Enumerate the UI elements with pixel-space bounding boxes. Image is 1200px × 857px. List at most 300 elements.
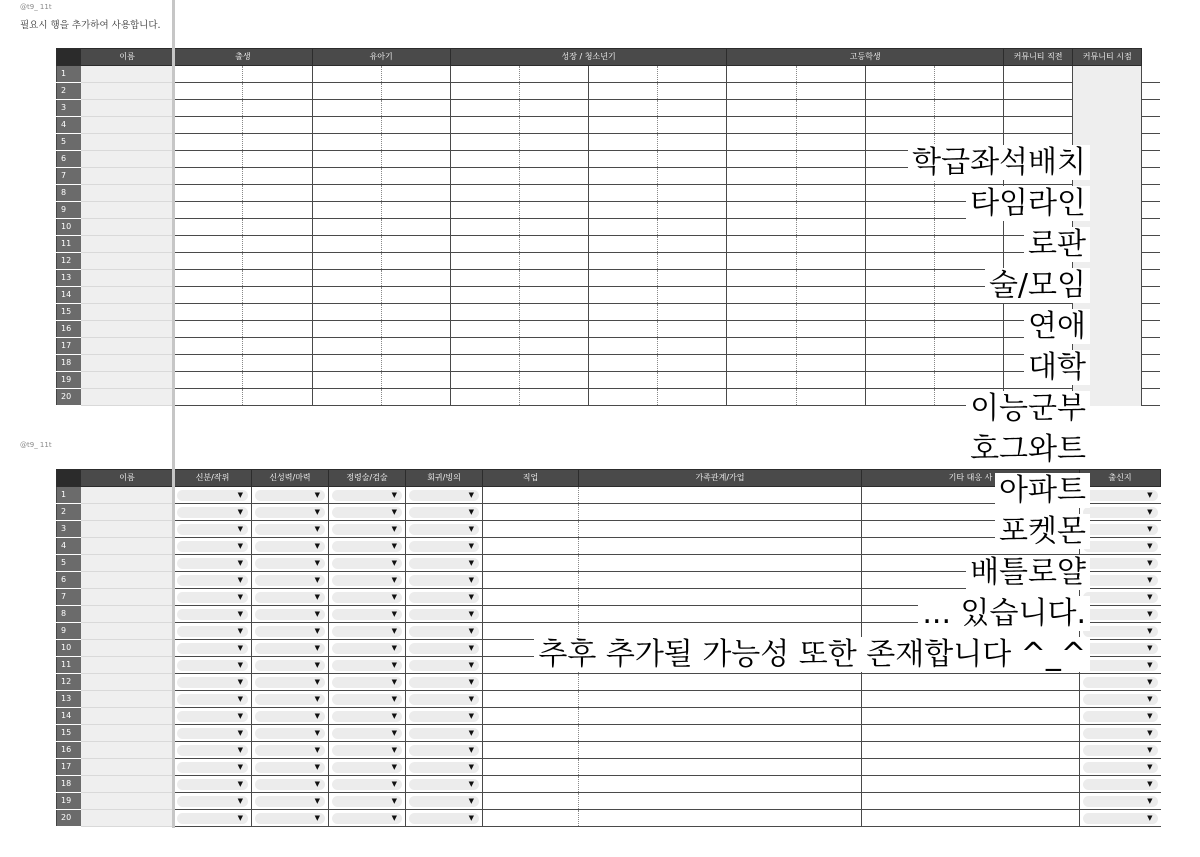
data-cell[interactable] [312,151,381,168]
data-cell[interactable] [1142,389,1160,406]
dropdown-cell[interactable] [406,572,483,589]
caret-down-icon[interactable]: ▼ [391,490,397,499]
dropdown-cell[interactable] [174,725,252,742]
dropdown-select[interactable] [409,643,479,654]
dropdown-cell[interactable] [252,657,329,674]
data-cell[interactable] [483,674,579,691]
data-cell[interactable] [1142,372,1160,389]
dropdown-select[interactable] [255,728,325,739]
data-cell[interactable] [450,100,519,117]
caret-down-icon[interactable]: ▼ [314,541,320,550]
caret-down-icon[interactable]: ▼ [314,711,320,720]
dropdown-select[interactable] [255,575,325,586]
dropdown-cell[interactable] [252,572,329,589]
caret-down-icon[interactable]: ▼ [237,779,243,788]
caret-down-icon[interactable]: ▼ [314,677,320,686]
dropdown-select[interactable] [255,711,325,722]
dropdown-select[interactable] [332,694,402,705]
dropdown-select[interactable] [1083,490,1158,501]
data-cell[interactable] [1142,236,1160,253]
caret-down-icon[interactable]: ▼ [391,711,397,720]
dropdown-cell[interactable] [252,793,329,810]
dropdown-cell[interactable] [406,776,483,793]
dropdown-select[interactable] [255,796,325,807]
data-cell[interactable] [381,134,450,151]
name-cell[interactable] [81,304,174,321]
caret-down-icon[interactable]: ▼ [391,660,397,669]
data-cell[interactable] [1142,202,1160,219]
dropdown-cell[interactable] [329,623,406,640]
name-cell[interactable] [81,640,174,657]
data-cell[interactable] [243,338,312,355]
caret-down-icon[interactable]: ▼ [1147,677,1153,686]
dropdown-cell[interactable] [174,640,252,657]
dropdown-cell[interactable] [174,623,252,640]
caret-down-icon[interactable]: ▼ [468,541,474,550]
dropdown-select[interactable] [255,592,325,603]
data-cell[interactable] [381,168,450,185]
data-cell[interactable] [727,117,796,134]
caret-down-icon[interactable]: ▼ [1147,575,1153,584]
dropdown-select[interactable] [409,728,479,739]
dropdown-select[interactable] [177,609,248,620]
data-cell[interactable] [174,134,243,151]
data-cell[interactable] [312,389,381,406]
dropdown-select[interactable] [409,592,479,603]
data-cell[interactable] [483,691,579,708]
dropdown-select[interactable] [332,745,402,756]
data-cell[interactable] [381,355,450,372]
data-cell[interactable] [483,776,579,793]
caret-down-icon[interactable]: ▼ [237,507,243,516]
dropdown-cell[interactable] [406,810,483,827]
data-cell[interactable] [174,355,243,372]
dropdown-select[interactable] [177,592,248,603]
data-cell[interactable] [381,338,450,355]
dropdown-cell[interactable] [329,810,406,827]
data-cell[interactable] [579,793,862,810]
data-cell[interactable] [243,83,312,100]
dropdown-cell[interactable] [252,623,329,640]
caret-down-icon[interactable]: ▼ [468,762,474,771]
dropdown-cell[interactable] [252,487,329,504]
data-cell[interactable] [796,83,865,100]
caret-down-icon[interactable]: ▼ [391,626,397,635]
data-cell[interactable] [934,66,1003,83]
caret-down-icon[interactable]: ▼ [237,490,243,499]
caret-down-icon[interactable]: ▼ [468,745,474,754]
name-cell[interactable] [81,691,174,708]
dropdown-cell[interactable] [174,538,252,555]
dropdown-cell[interactable] [252,521,329,538]
dropdown-cell[interactable] [174,776,252,793]
dropdown-cell[interactable] [252,810,329,827]
name-cell[interactable] [81,202,174,219]
data-cell[interactable] [243,321,312,338]
dropdown-cell[interactable] [406,504,483,521]
data-cell[interactable] [243,253,312,270]
dropdown-select[interactable] [409,779,479,790]
data-cell[interactable] [174,185,243,202]
dropdown-cell[interactable] [1080,606,1161,623]
dropdown-cell[interactable] [252,725,329,742]
dropdown-cell[interactable] [406,555,483,572]
data-cell[interactable] [1142,338,1160,355]
dropdown-cell[interactable] [1080,759,1161,776]
dropdown-cell[interactable] [406,487,483,504]
dropdown-cell[interactable] [329,674,406,691]
name-cell[interactable] [81,725,174,742]
caret-down-icon[interactable]: ▼ [314,524,320,533]
caret-down-icon[interactable]: ▼ [391,779,397,788]
data-cell[interactable] [862,759,1080,776]
dropdown-cell[interactable] [174,487,252,504]
data-cell[interactable] [1142,100,1160,117]
dropdown-select[interactable] [332,609,402,620]
data-cell[interactable] [483,793,579,810]
caret-down-icon[interactable]: ▼ [468,728,474,737]
name-cell[interactable] [81,287,174,304]
data-cell[interactable] [1142,355,1160,372]
data-cell[interactable] [450,83,519,100]
dropdown-cell[interactable] [406,521,483,538]
data-cell[interactable] [312,338,381,355]
data-cell[interactable] [862,776,1080,793]
dropdown-select[interactable] [255,813,325,824]
caret-down-icon[interactable]: ▼ [314,762,320,771]
data-cell[interactable] [862,708,1080,725]
dropdown-select[interactable] [177,694,248,705]
dropdown-cell[interactable] [174,504,252,521]
name-cell[interactable] [81,657,174,674]
data-cell[interactable] [1142,151,1160,168]
data-cell[interactable] [243,219,312,236]
dropdown-cell[interactable] [1080,504,1161,521]
name-cell[interactable] [81,338,174,355]
data-cell[interactable] [519,66,588,83]
data-cell[interactable] [174,202,243,219]
dropdown-select[interactable] [177,575,248,586]
caret-down-icon[interactable]: ▼ [1147,626,1153,635]
dropdown-select[interactable] [332,813,402,824]
name-cell[interactable] [81,83,174,100]
dropdown-select[interactable] [255,541,325,552]
dropdown-select[interactable] [1083,592,1158,603]
dropdown-cell[interactable] [329,708,406,725]
dropdown-select[interactable] [409,660,479,671]
dropdown-cell[interactable] [1080,623,1161,640]
data-cell[interactable] [243,100,312,117]
dropdown-select[interactable] [177,728,248,739]
dropdown-cell[interactable] [174,555,252,572]
name-cell[interactable] [81,759,174,776]
data-cell[interactable] [174,236,243,253]
caret-down-icon[interactable]: ▼ [468,575,474,584]
dropdown-cell[interactable] [406,691,483,708]
name-cell[interactable] [81,100,174,117]
dropdown-cell[interactable] [252,674,329,691]
name-cell[interactable] [81,623,174,640]
caret-down-icon[interactable]: ▼ [237,813,243,822]
dropdown-select[interactable] [177,779,248,790]
dropdown-cell[interactable] [329,572,406,589]
caret-down-icon[interactable]: ▼ [468,524,474,533]
data-cell[interactable] [174,338,243,355]
data-cell[interactable] [381,219,450,236]
caret-down-icon[interactable]: ▼ [468,558,474,567]
caret-down-icon[interactable]: ▼ [237,711,243,720]
dropdown-select[interactable] [177,711,248,722]
dropdown-cell[interactable] [174,606,252,623]
caret-down-icon[interactable]: ▼ [237,626,243,635]
data-cell[interactable] [865,83,934,100]
data-cell[interactable] [174,219,243,236]
dropdown-select[interactable] [332,728,402,739]
data-cell[interactable] [312,185,381,202]
caret-down-icon[interactable]: ▼ [314,660,320,669]
dropdown-cell[interactable] [1080,640,1161,657]
data-cell[interactable] [862,691,1080,708]
caret-down-icon[interactable]: ▼ [391,677,397,686]
dropdown-cell[interactable] [329,759,406,776]
caret-down-icon[interactable]: ▼ [391,575,397,584]
data-cell[interactable] [243,389,312,406]
dropdown-select[interactable] [1083,677,1158,688]
caret-down-icon[interactable]: ▼ [391,524,397,533]
data-cell[interactable] [381,117,450,134]
dropdown-cell[interactable] [252,640,329,657]
data-cell[interactable] [312,168,381,185]
caret-down-icon[interactable]: ▼ [314,609,320,618]
caret-down-icon[interactable]: ▼ [1147,541,1153,550]
caret-down-icon[interactable]: ▼ [1147,643,1153,652]
data-cell[interactable] [483,742,579,759]
data-cell[interactable] [381,236,450,253]
dropdown-cell[interactable] [329,589,406,606]
caret-down-icon[interactable]: ▼ [391,694,397,703]
data-cell[interactable] [243,287,312,304]
data-cell[interactable] [450,117,519,134]
name-cell[interactable] [81,253,174,270]
dropdown-select[interactable] [1083,694,1158,705]
dropdown-select[interactable] [255,490,325,501]
data-cell[interactable] [1142,219,1160,236]
data-cell[interactable] [865,66,934,83]
data-cell[interactable] [934,117,1003,134]
caret-down-icon[interactable]: ▼ [314,779,320,788]
data-cell[interactable] [796,100,865,117]
data-cell[interactable] [174,372,243,389]
dropdown-cell[interactable] [329,521,406,538]
caret-down-icon[interactable]: ▼ [237,728,243,737]
caret-down-icon[interactable]: ▼ [468,694,474,703]
dropdown-select[interactable] [332,541,402,552]
name-cell[interactable] [81,66,174,83]
dropdown-select[interactable] [332,677,402,688]
dropdown-select[interactable] [409,813,479,824]
caret-down-icon[interactable]: ▼ [1147,524,1153,533]
caret-down-icon[interactable]: ▼ [391,609,397,618]
dropdown-select[interactable] [177,490,248,501]
dropdown-cell[interactable] [174,759,252,776]
name-cell[interactable] [81,321,174,338]
data-cell[interactable] [312,100,381,117]
dropdown-select[interactable] [255,779,325,790]
caret-down-icon[interactable]: ▼ [314,745,320,754]
data-cell[interactable] [243,151,312,168]
dropdown-cell[interactable] [174,572,252,589]
caret-down-icon[interactable]: ▼ [237,575,243,584]
data-cell[interactable] [579,674,862,691]
data-cell[interactable] [519,83,588,100]
name-cell[interactable] [81,742,174,759]
data-cell[interactable] [243,270,312,287]
data-cell[interactable] [174,100,243,117]
data-cell[interactable] [862,674,1080,691]
data-cell[interactable] [381,253,450,270]
caret-down-icon[interactable]: ▼ [391,728,397,737]
name-cell[interactable] [81,793,174,810]
data-cell[interactable] [519,117,588,134]
data-cell[interactable] [312,83,381,100]
caret-down-icon[interactable]: ▼ [391,762,397,771]
dropdown-cell[interactable] [329,657,406,674]
name-cell[interactable] [81,606,174,623]
dropdown-cell[interactable] [174,691,252,708]
data-cell[interactable] [174,304,243,321]
dropdown-select[interactable] [1083,745,1158,756]
caret-down-icon[interactable]: ▼ [1147,558,1153,567]
dropdown-select[interactable] [409,558,479,569]
data-cell[interactable] [862,742,1080,759]
data-cell[interactable] [381,389,450,406]
dropdown-cell[interactable] [1080,538,1161,555]
caret-down-icon[interactable]: ▼ [314,558,320,567]
data-cell[interactable] [381,202,450,219]
dropdown-select[interactable] [1083,711,1158,722]
dropdown-cell[interactable] [329,606,406,623]
data-cell[interactable] [243,66,312,83]
data-cell[interactable] [174,151,243,168]
dropdown-select[interactable] [1083,762,1158,773]
data-cell[interactable] [865,117,934,134]
data-cell[interactable] [243,372,312,389]
data-cell[interactable] [1142,270,1160,287]
caret-down-icon[interactable]: ▼ [391,745,397,754]
dropdown-cell[interactable] [329,538,406,555]
data-cell[interactable] [312,236,381,253]
data-cell[interactable] [174,287,243,304]
data-cell[interactable] [658,83,727,100]
data-cell[interactable] [1142,66,1160,83]
data-cell[interactable] [796,117,865,134]
caret-down-icon[interactable]: ▼ [1147,728,1153,737]
data-cell[interactable] [579,691,862,708]
dropdown-cell[interactable] [252,504,329,521]
data-cell[interactable] [579,776,862,793]
dropdown-select[interactable] [332,796,402,807]
name-cell[interactable] [81,151,174,168]
data-cell[interactable] [727,100,796,117]
dropdown-select[interactable] [332,643,402,654]
dropdown-cell[interactable] [1080,793,1161,810]
data-cell[interactable] [1004,117,1073,134]
dropdown-select[interactable] [177,643,248,654]
name-cell[interactable] [81,372,174,389]
dropdown-cell[interactable] [252,759,329,776]
caret-down-icon[interactable]: ▼ [468,677,474,686]
caret-down-icon[interactable]: ▼ [1147,745,1153,754]
data-cell[interactable] [589,117,658,134]
name-cell[interactable] [81,521,174,538]
dropdown-cell[interactable] [329,691,406,708]
name-cell[interactable] [81,538,174,555]
data-cell[interactable] [312,355,381,372]
data-cell[interactable] [174,66,243,83]
dropdown-cell[interactable] [406,623,483,640]
caret-down-icon[interactable]: ▼ [1147,490,1153,499]
dropdown-cell[interactable] [174,589,252,606]
caret-down-icon[interactable]: ▼ [1147,507,1153,516]
caret-down-icon[interactable]: ▼ [468,626,474,635]
dropdown-select[interactable] [177,541,248,552]
caret-down-icon[interactable]: ▼ [391,592,397,601]
name-cell[interactable] [81,708,174,725]
caret-down-icon[interactable]: ▼ [468,779,474,788]
dropdown-select[interactable] [1083,558,1158,569]
data-cell[interactable] [243,304,312,321]
name-cell[interactable] [81,572,174,589]
data-cell[interactable] [483,725,579,742]
dropdown-cell[interactable] [329,504,406,521]
dropdown-select[interactable] [409,507,479,518]
dropdown-cell[interactable] [329,793,406,810]
data-cell[interactable] [1142,134,1160,151]
data-cell[interactable] [243,202,312,219]
data-cell[interactable] [862,793,1080,810]
data-cell[interactable] [579,810,862,827]
dropdown-select[interactable] [332,575,402,586]
data-cell[interactable] [312,117,381,134]
data-cell[interactable] [312,66,381,83]
dropdown-cell[interactable] [1080,589,1161,606]
dropdown-cell[interactable] [174,657,252,674]
name-cell[interactable] [81,589,174,606]
name-cell[interactable] [81,219,174,236]
caret-down-icon[interactable]: ▼ [468,592,474,601]
caret-down-icon[interactable]: ▼ [468,813,474,822]
dropdown-cell[interactable] [406,793,483,810]
dropdown-select[interactable] [255,694,325,705]
dropdown-cell[interactable] [1080,810,1161,827]
dropdown-select[interactable] [1083,507,1158,518]
dropdown-cell[interactable] [1080,657,1161,674]
dropdown-cell[interactable] [1080,555,1161,572]
dropdown-cell[interactable] [329,742,406,759]
caret-down-icon[interactable]: ▼ [391,813,397,822]
caret-down-icon[interactable]: ▼ [1147,660,1153,669]
dropdown-select[interactable] [332,711,402,722]
caret-down-icon[interactable]: ▼ [468,660,474,669]
data-cell[interactable] [1004,83,1073,100]
data-cell[interactable] [312,219,381,236]
data-cell[interactable] [312,134,381,151]
dropdown-select[interactable] [1083,779,1158,790]
dropdown-select[interactable] [1083,796,1158,807]
data-cell[interactable] [934,83,1003,100]
data-cell[interactable] [1142,185,1160,202]
name-cell[interactable] [81,674,174,691]
